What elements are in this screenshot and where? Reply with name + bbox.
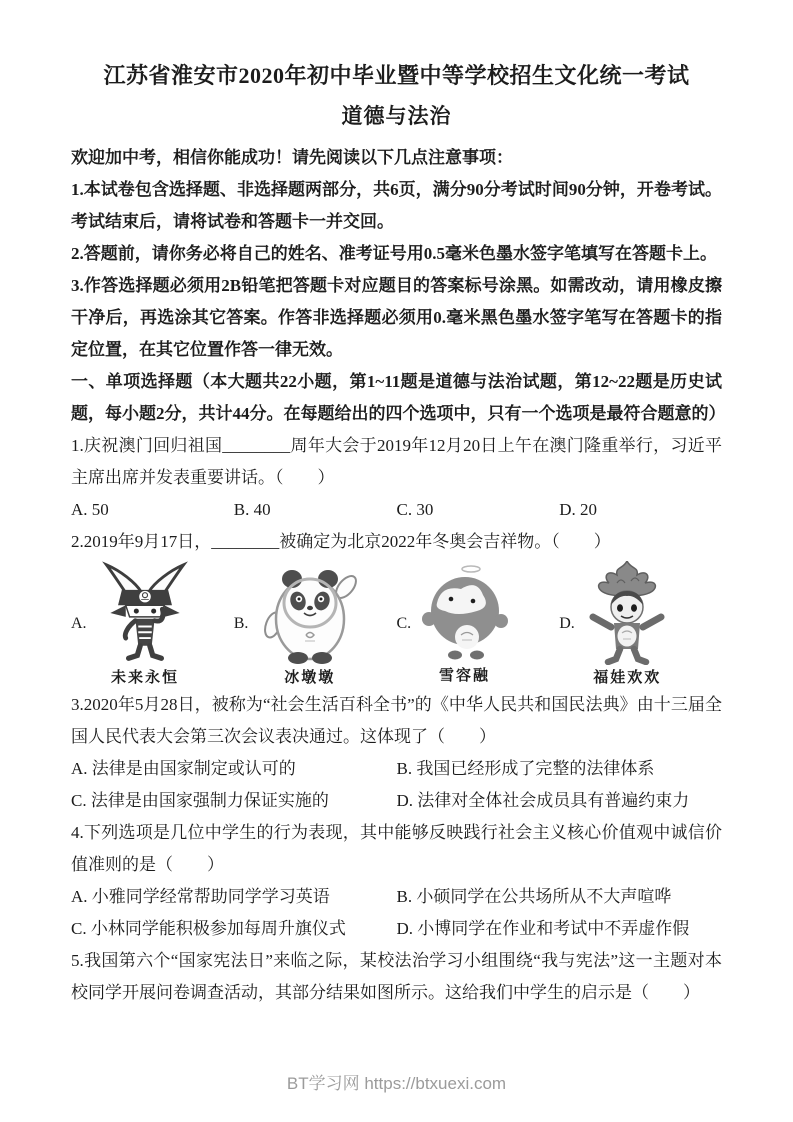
question-3-options-row-2 bbox=[71, 785, 722, 817]
question-2-option-d bbox=[559, 559, 722, 689]
question-4-text: 4.下列选项是几位中学生的行为表现，其中能够反映践行社会主义核心价值观中诚信价值准则的是（ ） bbox=[71, 823, 722, 874]
question-2-option-d-label: D. bbox=[559, 615, 575, 632]
exam-title: 江苏省淮安市2020年初中毕业暨中等学校招生文化统一考试 bbox=[103, 63, 690, 88]
question-1-option-a: A. 50 bbox=[71, 500, 109, 519]
question-4-options-row-1 bbox=[71, 881, 722, 913]
notice-intro: 欢迎加中考，相信你能成功！请先阅读以下几点注意事项： bbox=[71, 148, 513, 167]
fuwa-huanhuan-mascot-image bbox=[583, 561, 671, 665]
question-2-option-b bbox=[234, 559, 397, 689]
question-2-option-a bbox=[71, 559, 234, 689]
question-3-options-row-1 bbox=[71, 753, 722, 785]
notice-item-2: 2.答题前，请你务必将自己的姓名、准考证号用0.5毫米色墨水签字笔填写在答题卡上。 bbox=[71, 244, 717, 263]
notice-item-1: 1.本试卷包含选择题、非选择题两部分，共6页，满分90分考试时间90分钟，开卷考试。考试结束后，请将试卷和答题卡一并交回。 bbox=[71, 180, 722, 231]
watermark-footer: BT学习网 https://btxuexi.com bbox=[286, 1074, 507, 1093]
question-2-option-a-label: A. bbox=[71, 615, 87, 632]
question-2-mascot-options-row bbox=[71, 559, 722, 689]
section-one-header: 一、单项选择题（本大题共22小题，第1~11题是道德与法治试题，第12~22题是历史试题，每小题2分，共计44分。在每题给出的四个选项中，只有一个选项是最符合题意的） bbox=[71, 372, 726, 423]
mascot-caption-c: 雪容融 bbox=[438, 668, 490, 684]
mascot-caption-a: 未来永恒 bbox=[110, 670, 179, 686]
mascot-figure-d bbox=[583, 561, 671, 687]
question-4-option-a: A. 小雅同学经常帮助同学学习英语 bbox=[71, 887, 330, 906]
exam-content bbox=[71, 60, 726, 1009]
question-1-options-row bbox=[71, 494, 722, 526]
question-4-options-row-2 bbox=[71, 913, 722, 945]
question-4-option-c: C. 小林同学能积极参加每周升旗仪式 bbox=[71, 919, 346, 938]
bing-dwen-dwen-mascot-image bbox=[258, 561, 362, 665]
mascot-caption-d: 福娃欢欢 bbox=[593, 670, 662, 686]
question-4-option-b: B. 小硕同学在公共场所从不大声喧哗 bbox=[396, 887, 672, 906]
question-3-option-b: B. 我国已经形成了完整的法律体系 bbox=[396, 759, 655, 778]
question-3-text: 3.2020年5月28日，被称为“社会生活百科全书”的《中华人民共和国民法典》由十三届全国人民代表大会第三次会议表决通过。这体现了（ ） bbox=[71, 695, 722, 746]
notice-item-3: 3.作答选择题必须用2B铅笔把答题卡对应题目的答案标号涂黑。如需改动，请用橡皮擦干净后，再选涂其它答案。作答非选择题必须用0.毫米黑色墨水签字笔写在答题卡的指定位置，在其它位置作答一律无效。 bbox=[71, 276, 722, 359]
question-1-option-c: C. 30 bbox=[396, 500, 434, 519]
mascot-caption-b: 冰墩墩 bbox=[284, 670, 336, 686]
question-4-option-d: D. 小博同学在作业和考试中不弄虚作假 bbox=[396, 919, 690, 938]
question-1-text: 1.庆祝澳门回归祖国________周年大会于2019年12月20日上午在澳门隆重举行，习近平主席出席并发表重要讲话。（ ） bbox=[71, 436, 722, 487]
mascot-figure-a bbox=[95, 561, 195, 687]
question-3-option-a: A. 法律是由国家制定或认可的 bbox=[71, 759, 296, 778]
question-5-text: 5.我国第六个“国家宪法日”来临之际，某校法治学习小组围绕“我与宪法”这一主题对本校同学开展问卷调查活动，其部分结果如图所示。这给我们中学生的启示是（ ） bbox=[71, 951, 722, 1002]
question-2-option-c-label: C. bbox=[396, 615, 412, 632]
miraitowa-mascot-image bbox=[95, 561, 195, 665]
mascot-figure-c bbox=[421, 563, 509, 685]
question-1-option-b: B. 40 bbox=[233, 500, 271, 519]
question-2-text: 2.2019年9月17日，________被确定为北京2022年冬奥会吉祥物。（ ） bbox=[71, 532, 611, 551]
question-1-option-d: D. 20 bbox=[559, 500, 598, 519]
mascot-figure-b bbox=[258, 561, 362, 687]
question-2-option-b-label: B. bbox=[233, 615, 249, 632]
question-3-option-c: C. 法律是由国家强制力保证实施的 bbox=[71, 791, 329, 810]
question-3-option-d: D. 法律对全体社会成员具有普遍约束力 bbox=[396, 791, 690, 810]
shuey-rhon-rhon-mascot-image bbox=[421, 563, 509, 663]
question-2-option-c bbox=[397, 559, 560, 689]
exam-subject-title: 道德与法治 bbox=[341, 104, 452, 128]
